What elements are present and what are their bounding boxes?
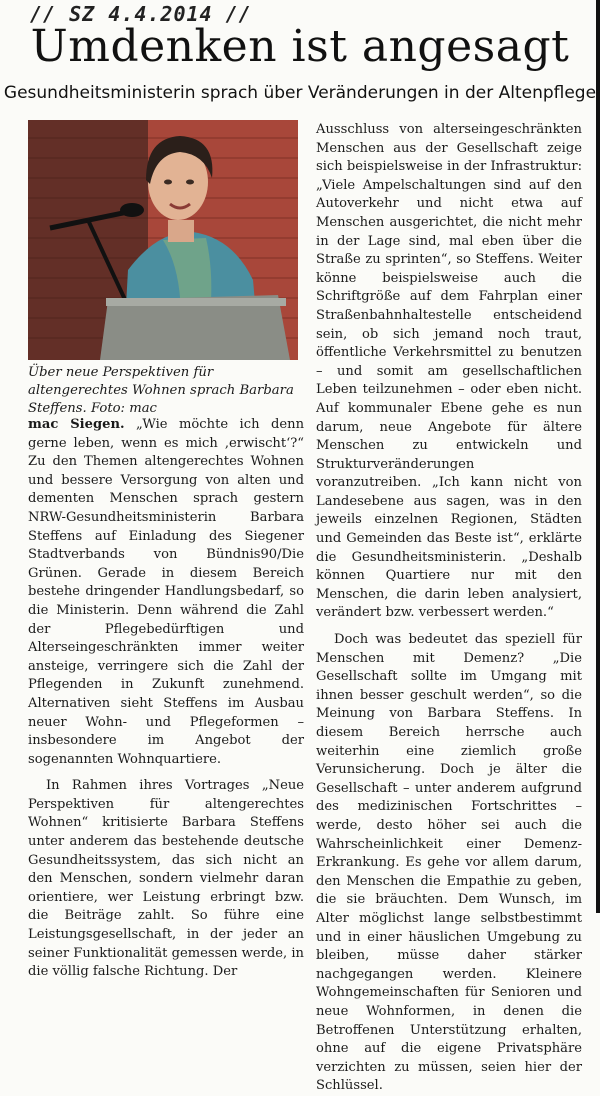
paragraph-text: „Wie möchte ich denn gerne leben, wenn es mich ‚erwischt‘?“ Zu den Themen altengerechtes Wohnen und bessere Versorgung von alten und dementen Menschen sprach gestern NRW-Gesundheitsministerin Barbara Steffens auf Einladung des Siegener Stadtverbands von Bündnis90/Die Grünen. Gerade in diesem Bereich bestehe dringender Handlungsbedarf, so die Ministerin. Denn während die Zahl der Pflegebedürftigen und Alterseingeschränkten immer weiter ansteige, verringere sich die Zahl der Pflegenden in Zukunft zunehmend. Alternativen sieht Steffens im Ausbau neuer Wohn- und Pflegeformen – insbesondere im Angebot der sogenannten Wohnquartiere.: [28, 417, 304, 767]
photo-caption: [28, 364, 308, 418]
article-paragraph: Doch was bedeutet das speziell für Menschen mit Demenz? „Die Gesellschaft sollte im Umgang mit ihnen besser geschult werden“, so die Meinung von Barbara Steffens. In diesem Bereich herrsche auch weiterhin eine ziemlich große Verunsicherung. Doch je älter die Gesellschaft – unter anderem aufgrund des medizinischen Fortschrittes – werde, desto höher sei auch die Wahrscheinlichkeit einer Demenz-Erkrankung. Es gehe vor allem darum, den Menschen die Empathie zu geben, die sie bräuchten. Dem Wunsch, im Alter möglichst lange selbstbestimmt und in einer häuslichen Umgebung zu bleiben, müsse daher stärker nachgegangen werden. Kleinere Wohngemeinschaften für Senioren und neue Wohnformen, in denen die Betroffenen Unterstützung erhalten, ohne auf die eigene Privatsphäre verzichten zu müssen, seien hier der Schlüssel.: [316, 632, 582, 1094]
photo-illustration: [28, 120, 298, 360]
caption-text: Über neue Perspektiven für altengerechtes Wohnen sprach Barbara Steffens.: [28, 365, 294, 416]
scan-edge: [596, 0, 600, 913]
article-headline: Umdenken ist angesagt: [30, 21, 570, 72]
newspaper-date-stamp: // SZ 4.4.2014 //: [30, 2, 252, 26]
article-paragraph: Ausschluss von alterseingeschränkten Menschen aus der Gesellschaft zeige sich beispielsweise in der Infrastruktur: „Viele Ampelschaltungen sind auf den Autoverkehr und nicht etwa auf Menschen ausgerichtet, die nicht mehr in der Lage sind, mal eben über die Straße zu sprinten“, so Steffens. Weiter könne beispielsweise auch die Schriftgröße auf dem Fahrplan einer Straßenbahnhaltestelle entscheidend sein, ob sich jemand noch traut, öffentliche Verkehrsmittel zu benutzen – und somit am gesellschaftlichen Leben teilzunehmen – oder eben nicht. Auf kommunaler Ebene gehe es nun darum, neue Angebote für ältere Menschen zu entwickeln und Strukturveränderungen voranzutreiben. „Ich kann nicht von Landesebene aus sagen, was in den jeweils einzelnen Regionen, Städten und Gemeinden das Beste ist“, erklärte die Gesundheitsministerin. „Deshalb können Quartiere nur mit den Menschen, die darin leben analysiert, verändert bzw. verbessert werden.“: [316, 122, 582, 621]
article-subheadline: Gesundheitsministerin sprach über Veränderungen in der Altenpflege: [3, 83, 597, 103]
article-column-right: [316, 121, 582, 1096]
caption-credit: Foto: mac: [90, 401, 157, 416]
dateline: mac Siegen.: [28, 417, 125, 432]
article-paragraph: In Rahmen ihres Vortrages „Neue Perspektiven für altengerechtes Wohnen“ kritisierte Barbara Steffens unter anderem das bestehende deutsche Gesundheitssystem, das sich nicht an den Menschen, sondern vielmehr daran orientiere, wer Leistung erbringt bzw. die Beiträge zahlt. So führe eine Leistungsgesellschaft, in der jeder an seiner Funktionalität gemessen werde, in die völlig falsche Richtung. Der: [28, 778, 304, 980]
speaker-at-lectern-photo: [28, 120, 298, 360]
article-column-left: [28, 416, 304, 982]
article-paragraph: [28, 416, 304, 769]
